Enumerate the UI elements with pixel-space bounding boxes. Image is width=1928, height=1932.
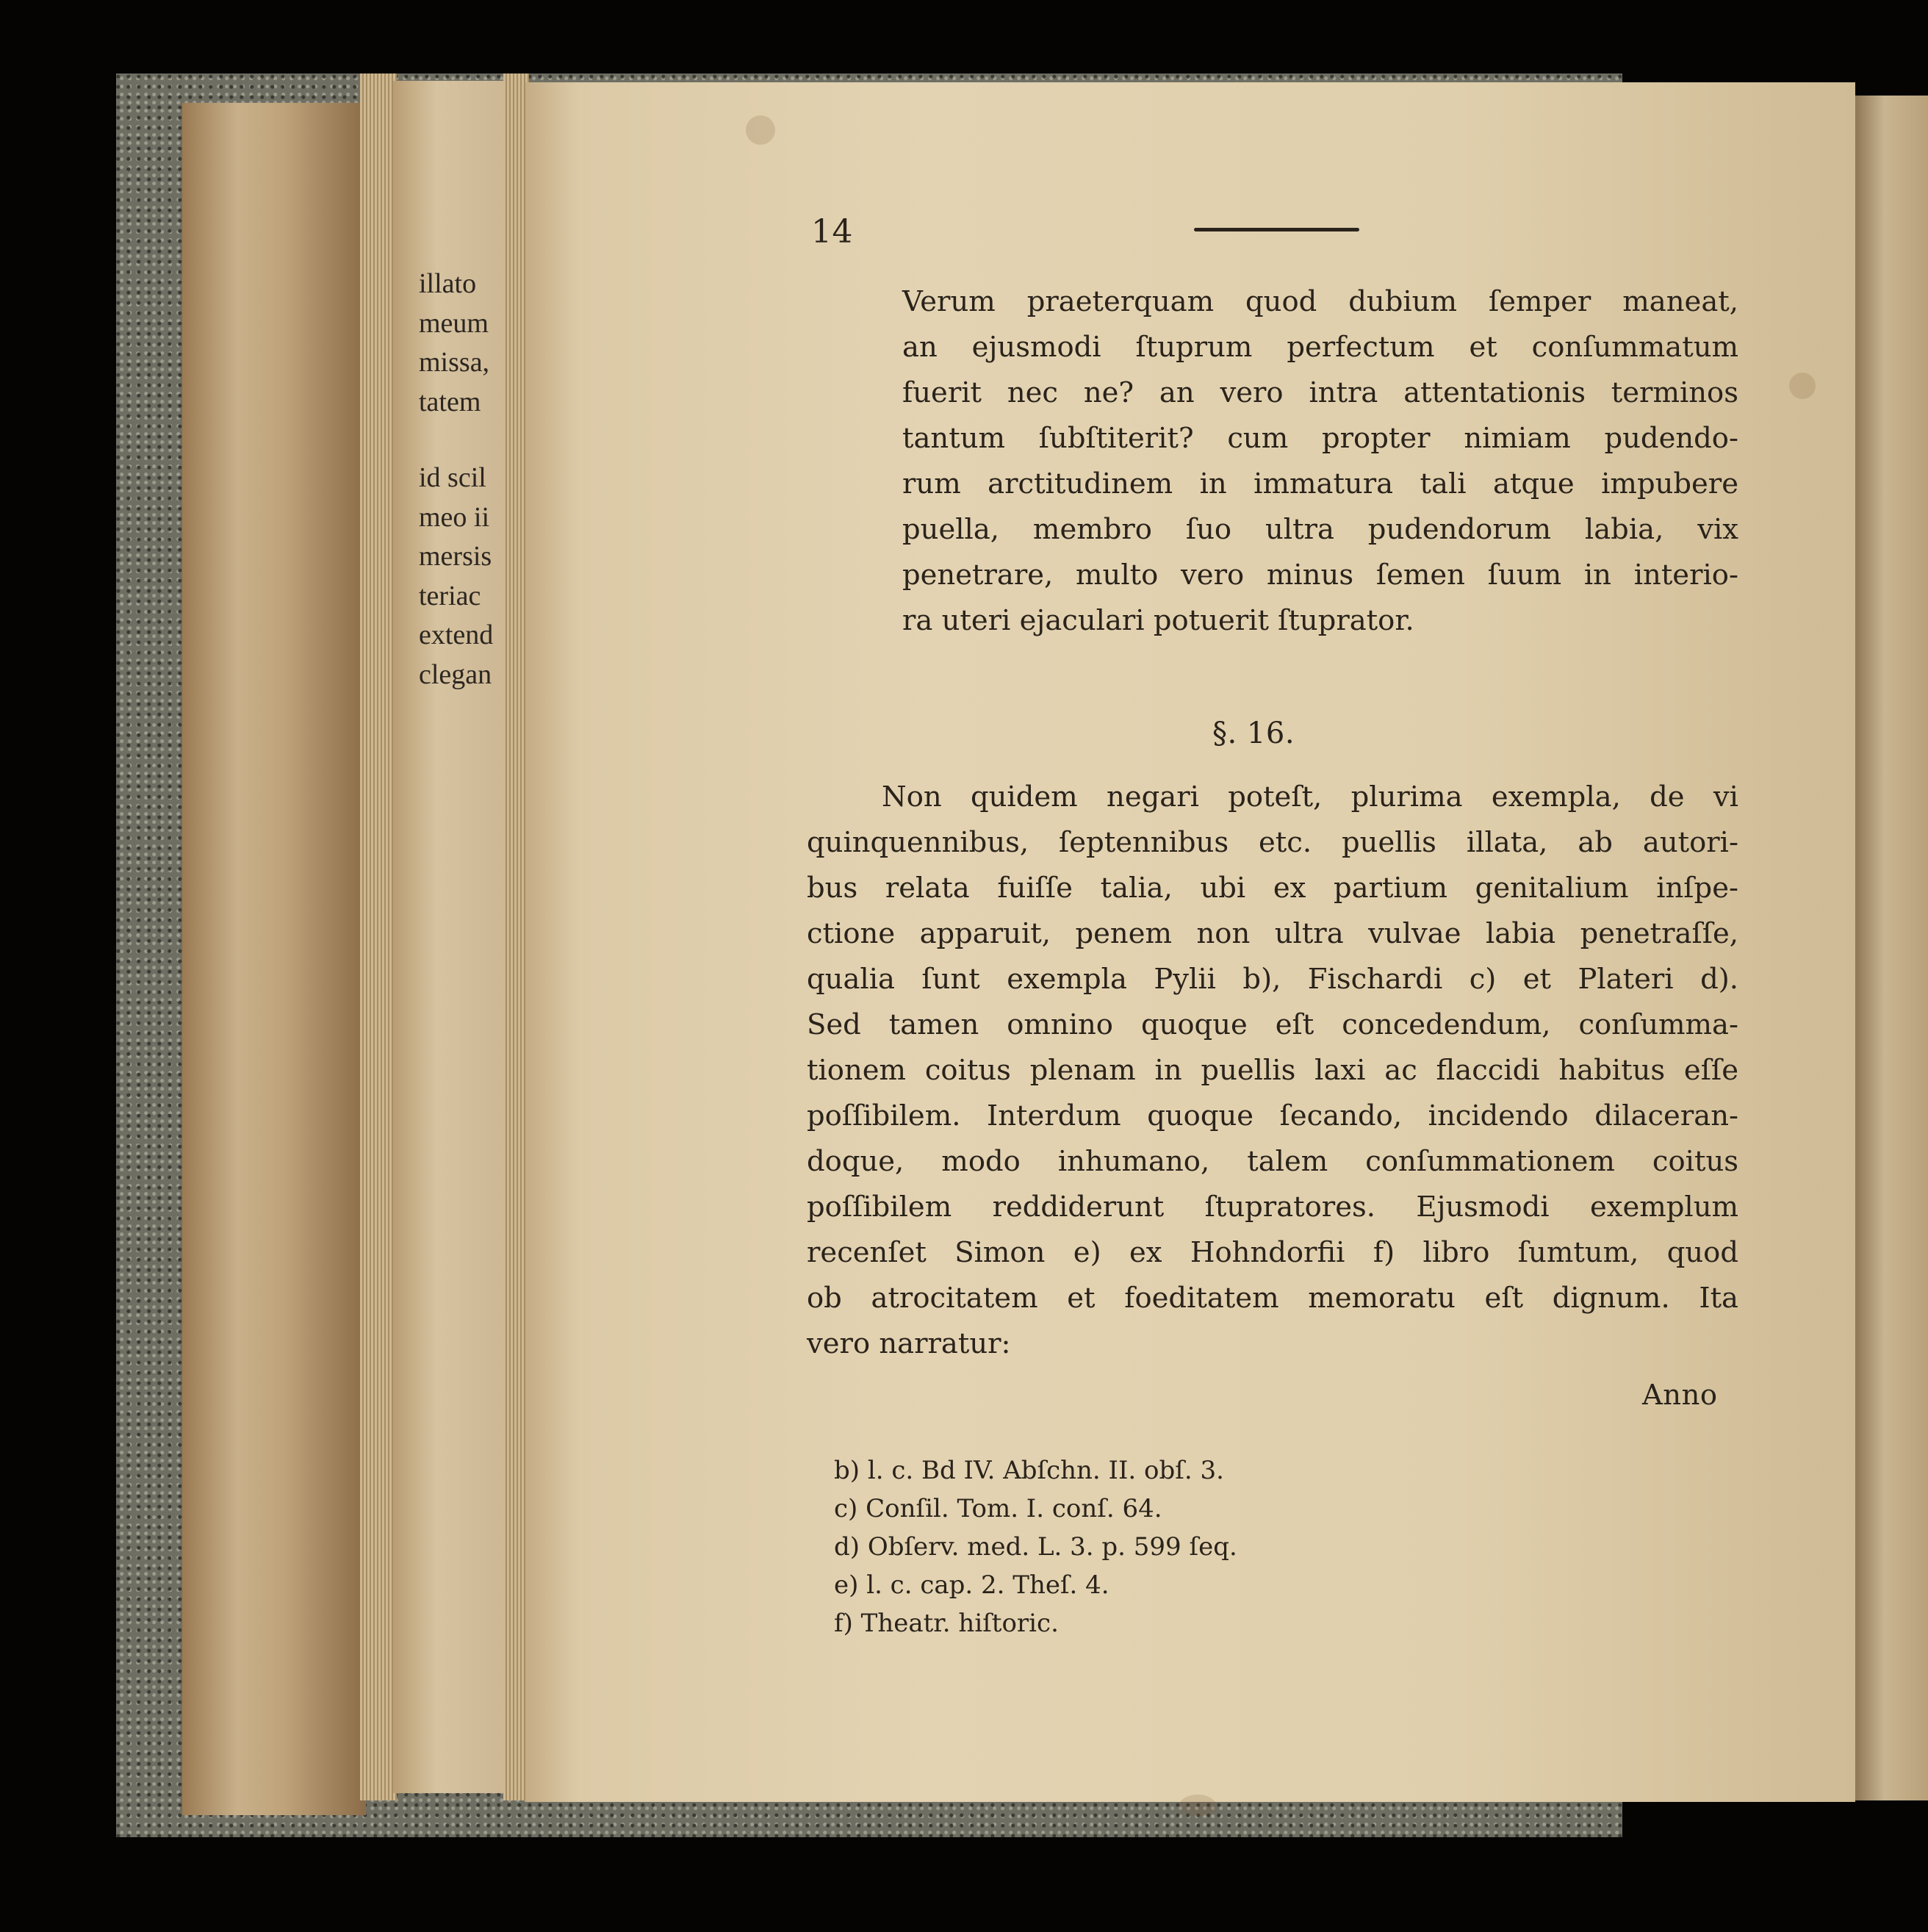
book-edge — [182, 103, 366, 1815]
text-line: poſſibilem reddiderunt ſtupratores. Ejusmodi exemplum — [807, 1191, 1738, 1224]
text-line: an ejusmodi ſtuprum perfectum et conſummatum — [902, 331, 1738, 364]
footnote: c) Conſil. Tom. I. conſ. 64. — [834, 1494, 1162, 1523]
footnotes — [834, 1451, 1237, 1642]
header-rule — [1194, 228, 1359, 231]
text-line: Sed tamen omnino quoque eſt concedendum, conſumma- — [807, 1008, 1738, 1041]
left-fragment: teriac — [419, 580, 481, 611]
footnote: b) l. c. Bd IV. Abſchn. II. obſ. 3. — [834, 1456, 1224, 1485]
footnote: d) Obſerv. med. L. 3. p. 599 ſeq. — [834, 1532, 1237, 1562]
footnote: f) Theatr. hiſtoric. — [834, 1609, 1059, 1638]
paragraph-1 — [902, 279, 1738, 644]
left-fragment: mersis — [419, 541, 492, 572]
text-line: penetrare, multo vero minus ſemen ſuum in interio- — [902, 559, 1738, 592]
left-fragment-gap — [419, 422, 503, 459]
page-number: 14 — [811, 213, 853, 251]
left-fragment: tatem — [419, 386, 481, 417]
text-line: puella, membro ſuo ultra pudendorum labia, vix — [902, 513, 1738, 546]
text-line: ctione apparuit, penem non ultra vulvae labia penetraſſe, — [807, 917, 1738, 950]
left-fragment: id scil — [419, 462, 486, 493]
text-line: bus relata fuiſſe talia, ubi ex partium genitalium inſpe- — [807, 872, 1738, 905]
text-line: doque, modo inhumano, talem conſummationem coitus — [807, 1145, 1738, 1178]
paragraph-2 — [807, 775, 1738, 1367]
left-fragment: extend — [419, 620, 494, 650]
text-line: fuerit nec ne? an vero intra attentationis terminos — [902, 376, 1738, 409]
section-heading: §. 16. — [1212, 717, 1295, 750]
text-line: tantum ſubſtiterit? cum propter nimiam pudendo- — [902, 422, 1738, 455]
text-line: tionem coitus plenam in puellis laxi ac flaccidi habitus eſſe — [807, 1054, 1738, 1087]
text-line: Verum praeterquam quod dubium ſemper maneat, — [902, 285, 1738, 318]
text-line: vero narratur: — [807, 1327, 1011, 1360]
text-line: recenſet Simon e) ex Hohndorfii f) libro ſumtum, quod — [807, 1236, 1738, 1269]
text-line: qualia ſunt exempla Pylii b), Fischardi c) et Plateri d). — [807, 963, 1738, 996]
text-line: Non quidem negari poteſt, plurima exempla, de vi — [882, 780, 1738, 814]
left-fragment: missa, — [419, 347, 490, 378]
text-line: poſſibilem. Interdum quoque ſecando, incidendo dilaceran- — [807, 1099, 1738, 1132]
page-stack-left — [360, 73, 397, 1800]
left-fragment: clegan — [419, 658, 492, 690]
text-line: quinquennibus, ſeptennibus etc. puellis illata, ab autori- — [807, 826, 1738, 859]
footnote: e) l. c. cap. 2. Theſ. 4. — [834, 1570, 1109, 1600]
left-page-fragments — [419, 265, 503, 694]
text-line: ob atrocitatem et foeditatem memoratu eſt dignum. Ita — [807, 1282, 1738, 1315]
text-line: rum arctitudinem in immatura tali atque impubere — [902, 467, 1738, 500]
next-page-edge — [1855, 96, 1928, 1800]
text-line: ra uteri ejaculari potuerit ſtuprator. — [902, 604, 1414, 637]
left-page — [393, 81, 503, 1793]
foxing-spot — [1179, 1795, 1216, 1817]
foxing-spot — [1789, 373, 1816, 399]
foxing-spot — [746, 115, 775, 145]
left-fragment: meo ii — [419, 501, 490, 533]
catchword: Anno — [1642, 1379, 1718, 1412]
left-fragment: illato — [419, 268, 477, 299]
left-fragment: meum — [419, 307, 489, 339]
